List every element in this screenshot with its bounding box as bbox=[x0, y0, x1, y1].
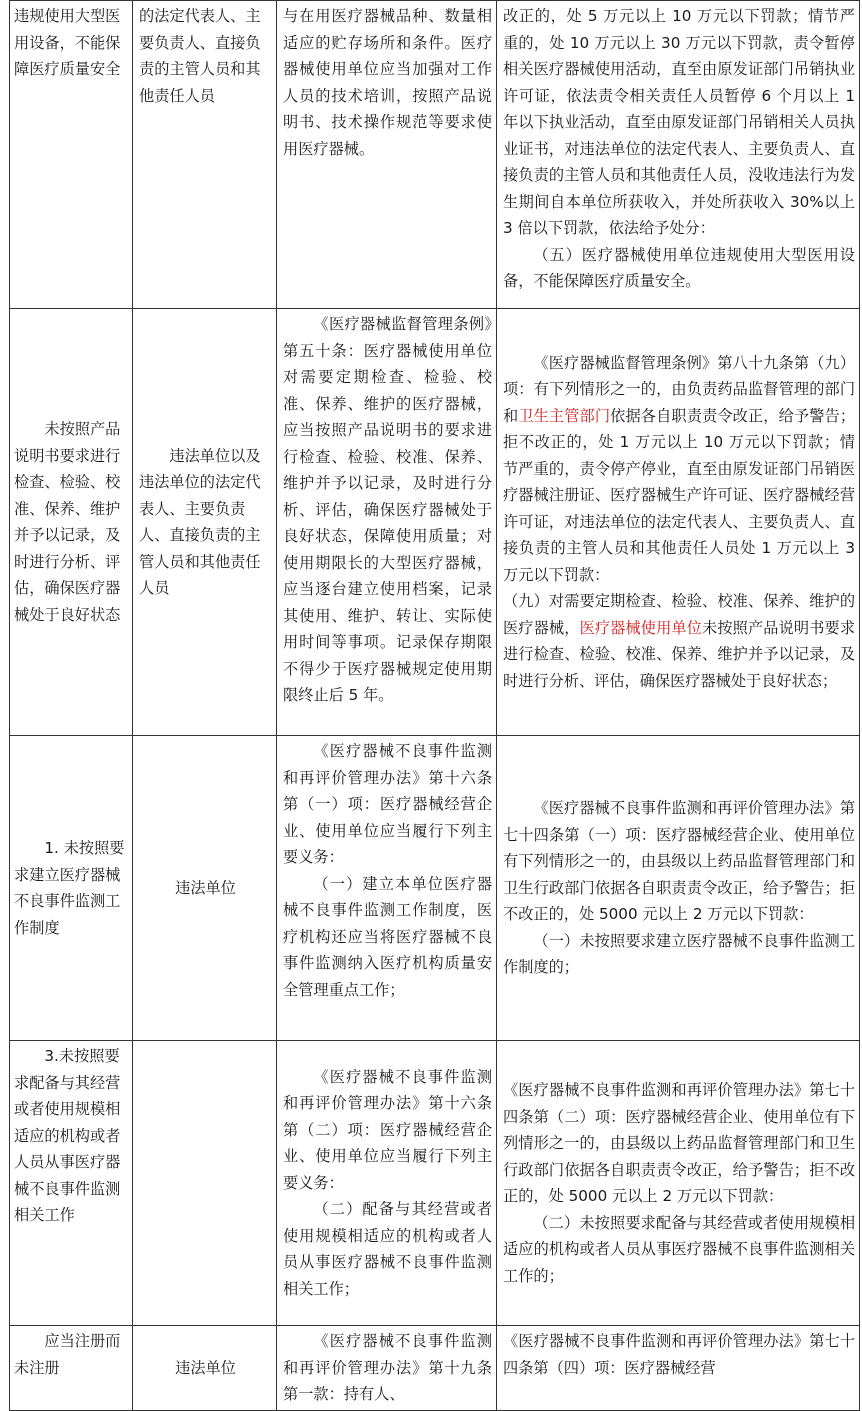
subject-text: 违法单位 bbox=[175, 878, 236, 897]
penalty-item: （一）未按照要求建立医疗器械不良事件监测工作制度的； bbox=[503, 931, 855, 977]
violation-text: 3.未按照要求配备与其经营或者使用规模相适应的机构或者人员从事医疗器械不良事件监测相关工作 bbox=[14, 1047, 121, 1224]
penalty-cell bbox=[497, 1041, 860, 1326]
violation-text: 1. 未按照要求建立医疗器械不良事件监测工作制度 bbox=[14, 839, 125, 937]
penalty-text: 《医疗器械不良事件监测和再评价管理办法》第七十四条第（二）项：医疗器械经营企业、使用单位有下列情形之一的，由县级以上药品监督管理部门和卫生行政部门依据各自职责责令改正，给予警告；拒不改正的，处 5000 元以上 2 万元以下罚款： bbox=[503, 1081, 855, 1205]
penalty-text bbox=[503, 350, 855, 589]
penalty-item bbox=[503, 588, 855, 694]
provision-text: 与在用医疗器械品种、数量相适应的贮存场所和条件。医疗器械使用单位应当加强对工作人员的技术培训，按照产品说明书、技术操作规范等要求使用医疗器械。 bbox=[283, 7, 492, 158]
subject-cell bbox=[133, 1326, 277, 1411]
provision-cell bbox=[277, 1326, 497, 1411]
violation-cell bbox=[10, 1326, 133, 1411]
highlight-authority: 卫生主管部门 bbox=[518, 406, 611, 425]
provision-cell bbox=[277, 1041, 497, 1326]
table-row bbox=[10, 736, 860, 1041]
penalty-cell bbox=[497, 736, 860, 1041]
penalty-cell bbox=[497, 309, 860, 736]
penalty-text: 《医疗器械不良事件监测和再评价管理办法》第七十四条第（四）项：医疗器械经营 bbox=[503, 1332, 855, 1377]
penalty-cell bbox=[497, 1326, 860, 1411]
provision-text: 《医疗器械不良事件监测和再评价管理办法》第十六条第（二）项：医疗器械经营企业、使用单位应当履行下列主要义务： bbox=[283, 1067, 492, 1192]
provision-item: （二）配备与其经营或者使用规模相适应的机构或者人员从事医疗器械不良事件监测相关工作； bbox=[283, 1200, 492, 1298]
penalty-text-b: 依据各自职责责令改正，给予警告；拒不改正的，处 1 万元以上 10 万元以下罚款；情节严重的，责令停产停业，直至由原发证部门吊销医疗器械注册证、医疗器械生产许可证、医疗器械经营许可证，对违法单位的法定代表人、主要负责人、直接负责的主管人员和其他责任人员处 1 万元以上 3 万元以下罚款： bbox=[503, 406, 856, 584]
violation-cell bbox=[10, 736, 133, 1041]
penalty-item: （二）未按照要求配备与其经营或者使用规模相适应的机构或者人员从事医疗器械不良事件监测相关工作的； bbox=[503, 1213, 855, 1285]
penalty-item: （五）医疗器械使用单位违规使用大型医用设备，不能保障医疗质量安全。 bbox=[503, 245, 855, 290]
provision-cell bbox=[277, 736, 497, 1041]
violation-text: 违规使用大型医用设备，不能保障医疗质量安全 bbox=[14, 7, 121, 78]
subject-cell bbox=[133, 736, 277, 1041]
penalty-text: 《医疗器械不良事件监测和再评价管理办法》第七十四条第（一）项：医疗器械经营企业、使用单位有下列情形之一的，由县级以上药品监督管理部门和卫生行政部门依据各自职责责令改正，给予警告；拒不改正的，处 5000 元以上 2 万元以下罚款： bbox=[503, 799, 855, 924]
subject-cell bbox=[133, 309, 277, 736]
provision-cell bbox=[277, 309, 497, 736]
table-row bbox=[10, 1326, 860, 1411]
provision-text: 《医疗器械监督管理条例》第五十条：医疗器械使用单位对需要定期检查、检验、校准、保养、维护的医疗器械，应当按照产品说明书的要求进行检查、检验、校准、保养、维护并予以记录，及时进行分析、评估，确保医疗器械处于良好状态，保障使用质量；对使用期限长的大型医疗器械，应当逐台建立使用档案，记录其使用、维护、转让、实际使用时间等事项。记录保存期限不得少于医疗器械规定使用期限终止后 5 年。 bbox=[283, 315, 492, 704]
table-row bbox=[10, 1041, 860, 1326]
penalty-item-b: 未按照产品说明书要求进行检查、检验、校准、保养、维护并予以记录，及时进行分析、评估，确保医疗器械处于良好状态； bbox=[503, 618, 856, 690]
penalty-text-a: 《医疗器械监督管理条例》第八十九条第（九）项：有下列情形之一的，由负责药品监督管理的部门和 bbox=[503, 353, 855, 425]
penalty-item-a: （九）对需要定期检查、检验、校准、保养、维护的医疗器械， bbox=[503, 592, 855, 637]
table-row bbox=[10, 309, 860, 736]
violation-text: 未按照产品说明书要求进行检查、检验、校准、保养、维护并予以记录，及时进行分析、评估，确保医疗器械处于良好状态 bbox=[14, 420, 121, 624]
provision-item: （一）建立本单位医疗器械不良事件监测工作制度，医疗机构还应当将医疗器械不良事件监测纳入医疗机构质量安全管理重点工作； bbox=[283, 874, 492, 999]
violation-cell bbox=[10, 309, 133, 736]
penalty-text: 改正的，处 5 万元以上 10 万元以下罚款；情节严重的，处 10 万元以上 30 万元以下罚款，责令暂停相关医疗器械使用活动，直至由原发证部门吊销执业许可证，依法责令相关责任人员暂停 6 个月以上 1 年以下执业活动，直至由原发证部门吊销相关人员执业证书，对违法单位的法定代表人、主要负责人、直接负责的主管人员和其他责任人员，没收违法行为发生期间自本单位所获收入，并处所获收入 30%以上 3 倍以下罚款，依法给予处分： bbox=[503, 7, 855, 237]
provision-cell bbox=[277, 1, 497, 309]
subject-text: 的法定代表人、主要负责人、直接负责的主管人员和其他责任人员 bbox=[139, 7, 261, 105]
subject-text: 违法单位以及违法单位的法定代表人、主要负责人、直接负责的主管人员和其他责任人员 bbox=[139, 446, 261, 597]
penalty-cell bbox=[497, 1, 860, 309]
subject-cell bbox=[133, 1041, 277, 1326]
table-row bbox=[10, 1, 860, 309]
subject-cell bbox=[133, 1, 277, 309]
violation-cell bbox=[10, 1041, 133, 1326]
provision-text: 《医疗器械不良事件监测和再评价管理办法》第十六条第（一）项：医疗器械经营企业、使用单位应当履行下列主要义务： bbox=[283, 742, 492, 866]
subject-text: 违法单位 bbox=[175, 1358, 236, 1377]
highlight-user-unit: 医疗器械使用单位 bbox=[579, 618, 703, 637]
regulation-table bbox=[9, 0, 860, 1411]
violation-text: 应当注册而未注册 bbox=[14, 1332, 121, 1377]
violation-cell bbox=[10, 1, 133, 309]
provision-text: 《医疗器械不良事件监测和再评价管理办法》第十九条第一款：持有人、 bbox=[283, 1332, 492, 1403]
